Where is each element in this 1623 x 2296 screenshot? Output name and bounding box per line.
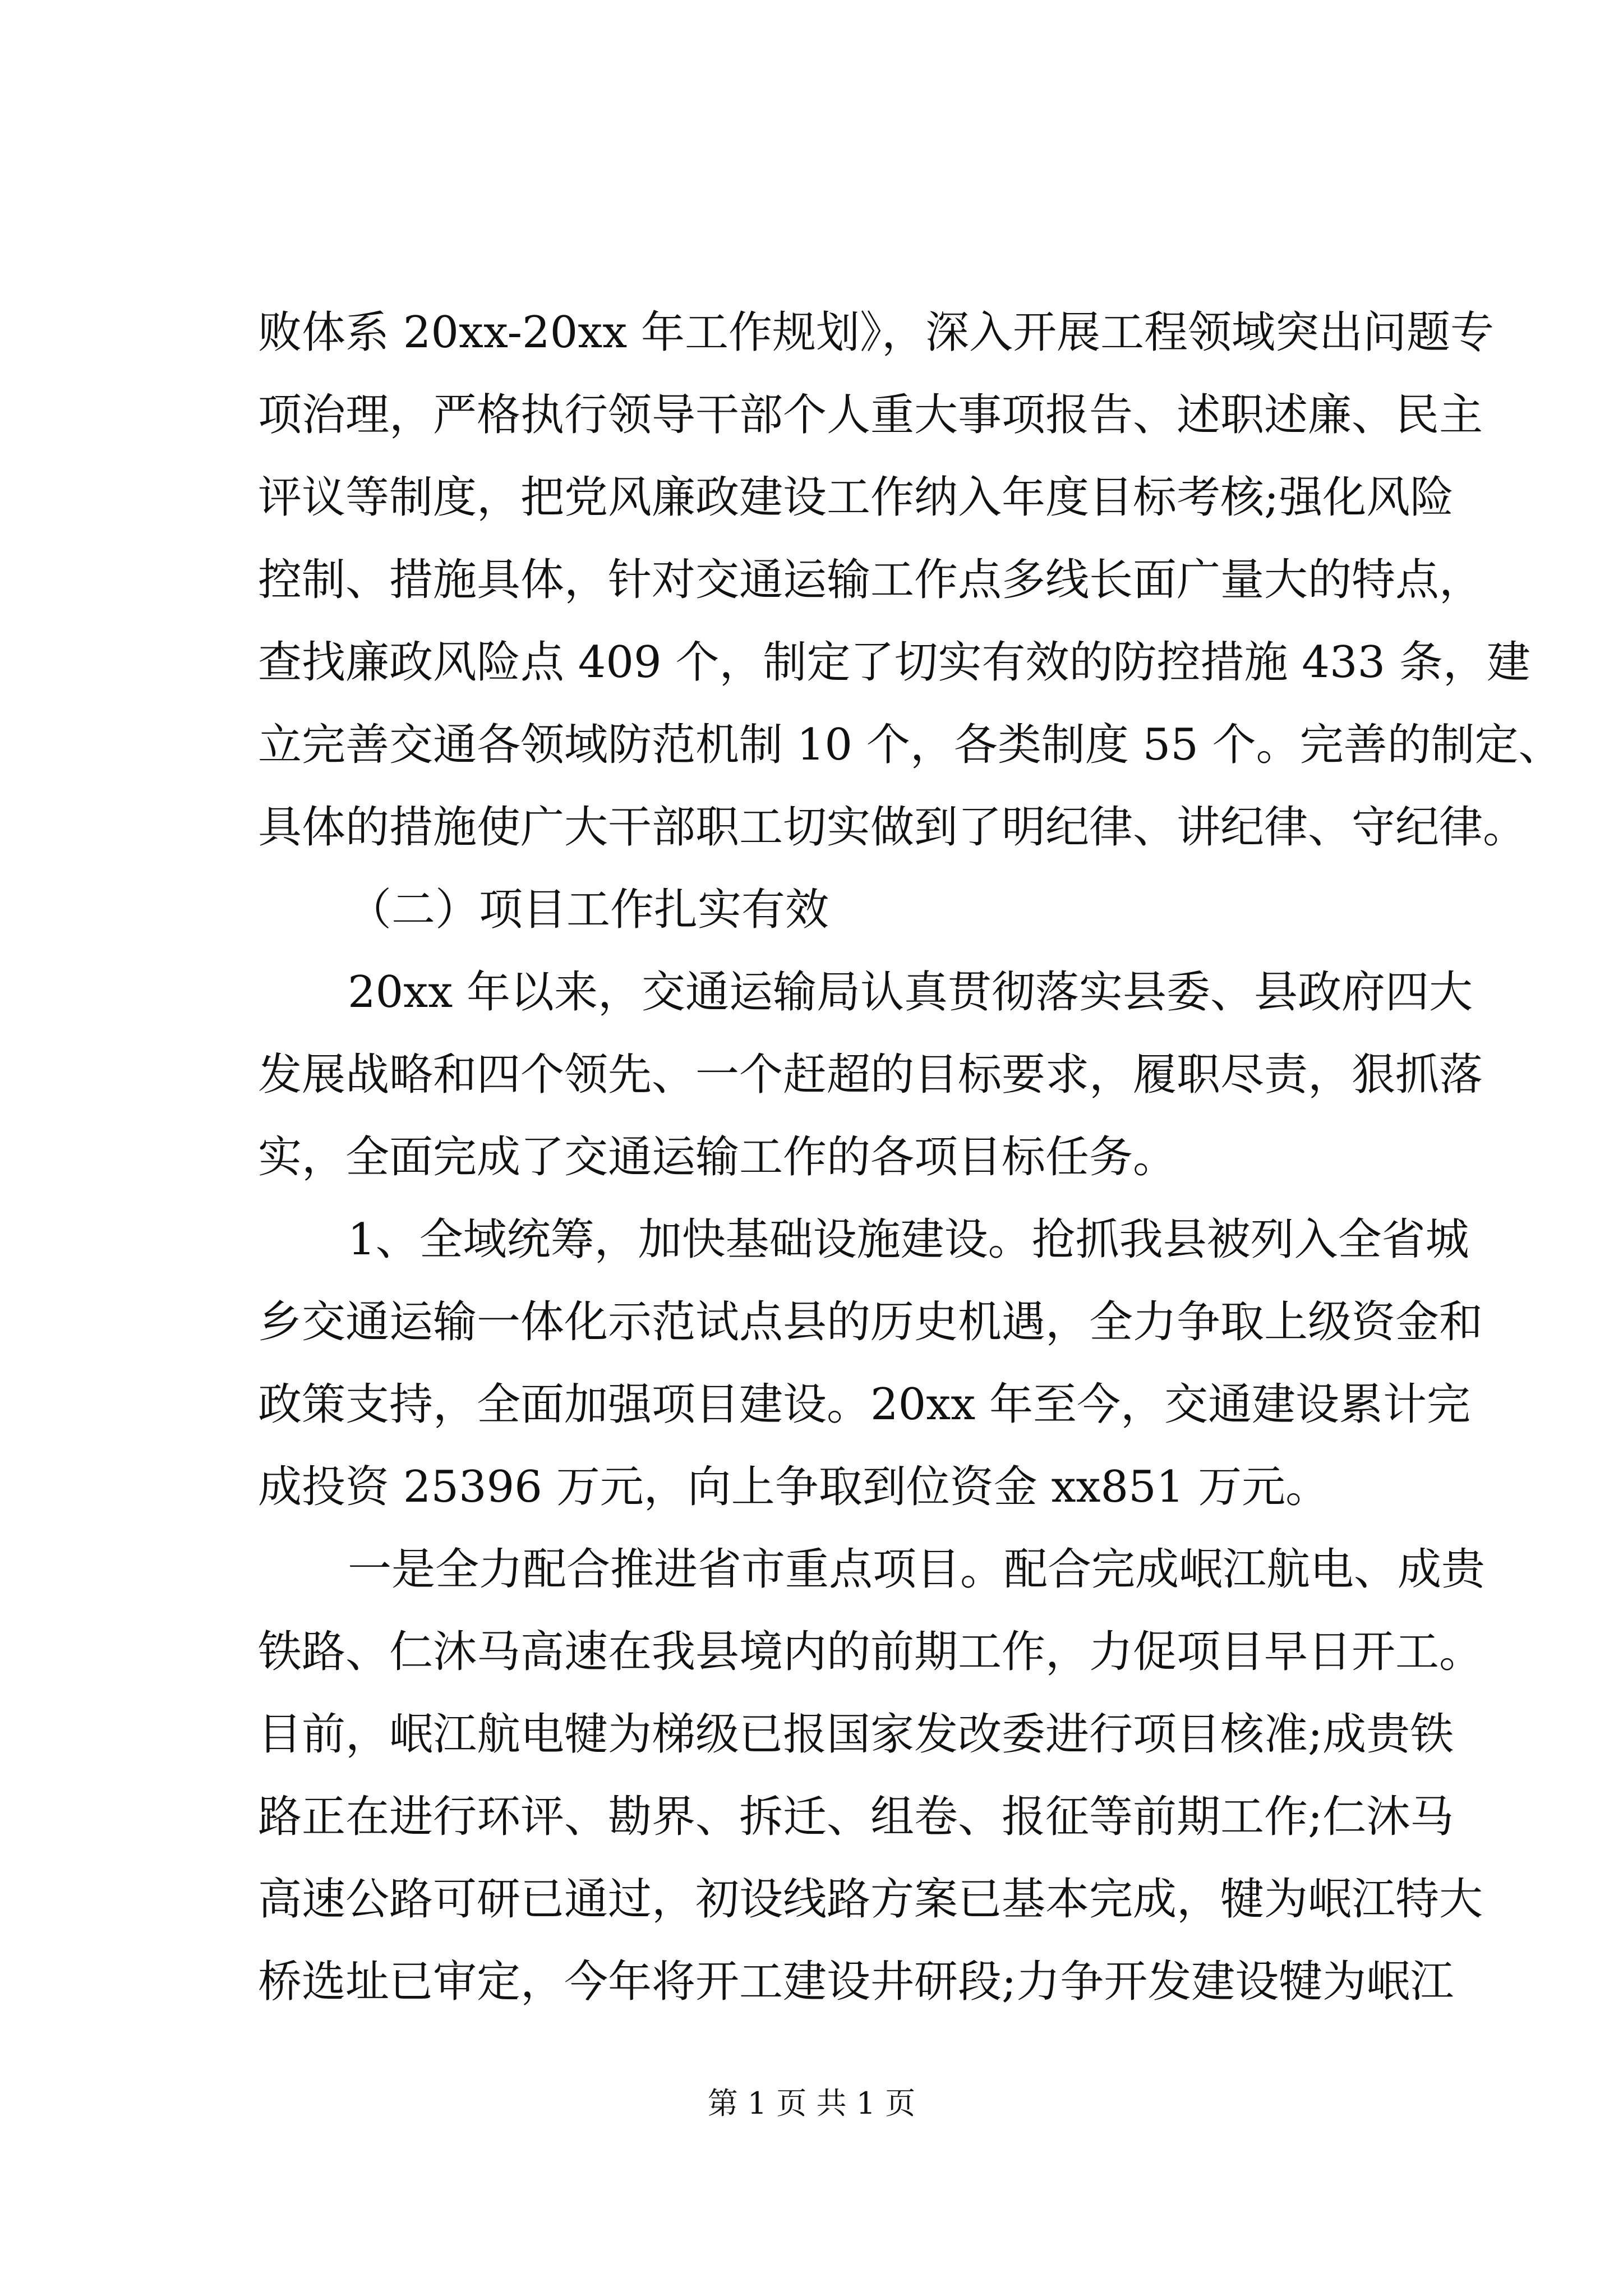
text-line: 具体的措施使广大干部职工切实做到了明纪律、讲纪律、守纪律。 xyxy=(258,802,1527,853)
text-line: 政策支持，全面加强项目建设。20xx 年至今，交通建设累计完 xyxy=(258,1379,1471,1430)
text-line: 高速公路可研已通过，初设线路方案已基本完成，犍为岷江特大 xyxy=(258,1874,1483,1925)
text-line: 查找廉政风险点 409 个，制定了切实有效的防控措施 433 条，建 xyxy=(258,637,1530,688)
document-body xyxy=(258,292,1562,2023)
text-line: 立完善交通各领域防范机制 10 个，各类制度 55 个。完善的制定、 xyxy=(258,720,1562,770)
text-line: 乡交通运输一体化示范试点县的历史机遇，全力争取上级资金和 xyxy=(258,1297,1483,1347)
text-line: 实，全面完成了交通运输工作的各项目标任务。 xyxy=(258,1132,1177,1182)
text-line: 控制、措施具体，针对交通运输工作点多线长面广量大的特点， xyxy=(258,555,1483,605)
text-line: 路正在进行环评、勘界、拆迁、组卷、报征等前期工作;仁沐马 xyxy=(258,1792,1454,1842)
text-line: 成投资 25396 万元，向上争取到位资金 xx851 万元。 xyxy=(258,1462,1330,1512)
text-line: 项治理，严格执行领导干部个人重大事项报告、述职述廉、民主 xyxy=(258,390,1483,440)
page-footer xyxy=(0,2084,1623,2123)
text-line: 败体系 20xx-20xx 年工作规划》，深入开展工程领域突出问题专 xyxy=(258,307,1495,358)
text-line: 目前，岷江航电犍为梯级已报国家发改委进行项目核准;成贵铁 xyxy=(258,1709,1454,1760)
text-line: 评议等制度，把党风廉政建设工作纳入年度目标考核;强化风险 xyxy=(258,472,1454,523)
text-line: 20xx 年以来，交通运输局认真贯彻落实县委、县政府四大 xyxy=(348,967,1473,1018)
text-line: 一是全力配合推进省市重点项目。配合完成岷江航电、成贵 xyxy=(348,1544,1486,1595)
page-number-label: 第 1 页 共 1 页 xyxy=(707,2086,916,2121)
section-heading: （二）项目工作扎实有效 xyxy=(348,885,829,935)
text-line: 桥选址已审定，今年将开工建设井研段;力争开发建设犍为岷江 xyxy=(258,1957,1454,2007)
text-line: 铁路、仁沐马高速在我县境内的前期工作，力促项目早日开工。 xyxy=(258,1627,1483,1677)
text-line: 1、全域统筹，加快基础设施建设。抢抓我县被列入全省城 xyxy=(348,1214,1469,1265)
text-line: 发展战略和四个领先、一个赶超的目标要求，履职尽责，狠抓落 xyxy=(258,1050,1483,1100)
